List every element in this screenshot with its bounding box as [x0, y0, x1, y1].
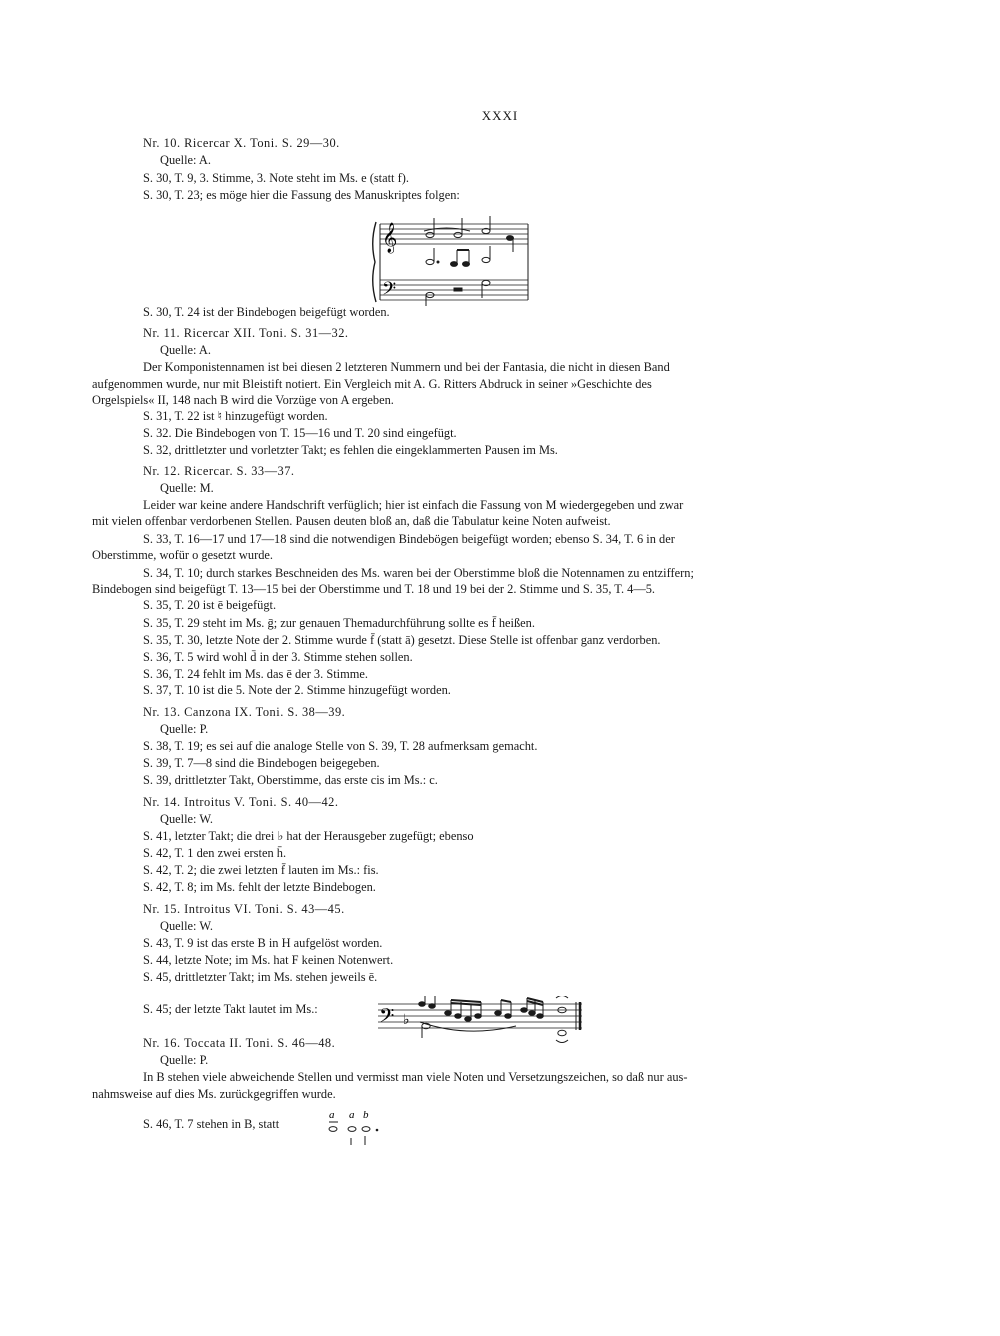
text-line-n11-head: Nr. 11. Ricercar XII. Toni. S. 31—32. — [143, 326, 349, 340]
music-example-grand-staff — [370, 214, 530, 306]
brace-icon — [373, 222, 376, 302]
text-line-n10-2: S. 30, T. 23; es möge hier die Fassung des Manuskriptes folgen: — [143, 188, 460, 202]
text-line-n12-p6: Bindebogen sind beigefügt T. 13—15 bei der Oberstimme und T. 18 und 19 bei der 2. Stimme und S. 35, T. 4—5. — [92, 582, 656, 596]
music-example-bass-staff — [376, 996, 586, 1044]
text-line-n11-2: S. 32. Die Bindebogen von T. 15—16 und T. 20 sind eingefügt. — [143, 426, 457, 440]
bass-clef-icon: 𝄢 — [379, 1004, 395, 1032]
text-line-n12-6: S. 37, T. 10 ist die 5. Note der 2. Stimme hinzugefügt worden. — [143, 683, 451, 697]
text-line-n15-1: S. 43, T. 9 ist das erste B in H aufgelöst worden. — [143, 936, 383, 950]
text-line-n12-2: S. 35, T. 29 steht im Ms. ḡ; zur genauen Themadurchführung sollte es f̄ heißen. — [143, 616, 535, 630]
text-line-n12-p5: S. 34, T. 10; durch starkes Beschneiden des Ms. waren bei der Oberstimme bloß die Notennamen zu entziffern; — [143, 566, 694, 580]
middle-notes — [426, 246, 490, 266]
page-number: XXXI — [481, 108, 519, 123]
bass-clef-icon: 𝄢 — [382, 279, 397, 304]
text-line-n16-q: Quelle: P. — [160, 1053, 209, 1067]
text-line-n10-q: Quelle: A. — [160, 153, 211, 167]
text-line-n14-head: Nr. 14. Introitus V. Toni. S. 40—42. — [143, 795, 339, 809]
text-line-n15-3: S. 45, drittletzter Takt; im Ms. stehen jeweils ē. — [143, 970, 378, 984]
note-letter-b: b — [363, 1109, 369, 1121]
text-line-n14-1: S. 41, letzter Takt; die drei ♭ hat der Herausgeber zugefügt; ebenso — [143, 829, 474, 843]
text-line-n13-1: S. 38, T. 19; es sei auf die analoge Stelle von S. 39, T. 28 aufmerksam gemacht. — [143, 739, 538, 753]
text-line-n11-p2: aufgenommen wurde, nur mit Bleistift notiert. Ein Vergleich mit A. G. Ritters Abdruck in seiner »Geschichte des — [92, 377, 652, 391]
text-line-n16-p1: In B stehen viele abweichende Stellen und vermisst man viele Noten und Versetzungszeichen, so daß nur aus- — [143, 1070, 688, 1084]
text-line-n11-p3: Orgelspiels« II, 148 nach B wird die Vorzüge von A ergeben. — [92, 393, 394, 407]
note-letter-a2: a — [349, 1109, 355, 1121]
text-line-n12-p1: Leider war keine andere Handschrift verfüglich; hier ist einfach die Fassung von M wiedergegeben und zwar — [143, 498, 684, 512]
inline-note-figure — [327, 1108, 391, 1148]
text-line-n16-1: S. 46, T. 7 stehen in B, statt — [143, 1117, 280, 1131]
text-line-n14-3: S. 42, T. 2; die zwei letzten f̄ lauten im Ms.: fis. — [143, 863, 379, 877]
text-line-n11-3: S. 32, drittletzter und vorletzter Takt; es fehlen die eingeklammerten Pausen im Ms. — [143, 443, 558, 457]
text-line-n11-p1: Der Komponistennamen ist bei diesen 2 letzteren Nummern und bei der Fantasia, die nicht in diesen Band — [143, 360, 670, 374]
text-line-n14-q: Quelle: W. — [160, 812, 213, 826]
text-line-n10-3: S. 30, T. 24 ist der Bindebogen beigefügt worden. — [143, 305, 390, 319]
text-line-n16-p2: nahmsweise auf dies Ms. zurückgegriffen wurde. — [92, 1087, 336, 1101]
bass-notes — [426, 280, 490, 306]
text-line-n12-p2: mit vielen offenbar verdorbenen Stellen. Pausen deuten bloß an, daß die Tabulatur keine Noten aufweist. — [92, 514, 611, 528]
text-line-n13-q: Quelle: P. — [160, 722, 209, 736]
text-line-n14-4: S. 42, T. 8; im Ms. fehlt der letzte Bindebogen. — [143, 880, 376, 894]
text-line-n10-head: Nr. 10. Ricercar X. Toni. S. 29—30. — [143, 136, 340, 150]
text-line-n10-1: S. 30, T. 9, 3. Stimme, 3. Note steht im Ms. e (statt f). — [143, 171, 409, 185]
note-run — [419, 996, 568, 1043]
text-line-n12-4: S. 36, T. 5 wird wohl d̄ in der 3. Stimme stehen sollen. — [143, 650, 413, 664]
text-line-n15-head: Nr. 15. Introitus VI. Toni. S. 43—45. — [143, 902, 345, 916]
text-line-n11-1: S. 31, T. 22 ist ♮ hinzugefügt worden. — [143, 409, 328, 423]
text-line-n13-3: S. 39, drittletzter Takt, Oberstimme, das erste cis im Ms.: c. — [143, 773, 438, 787]
note-letter-a1: a — [329, 1109, 335, 1121]
text-line-n14-2: S. 42, T. 1 den zwei ersten h̄. — [143, 846, 287, 860]
text-line-n15-2: S. 44, letzte Note; im Ms. hat F keinen Notenwert. — [143, 953, 394, 967]
text-line-n12-p3: S. 33, T. 16—17 und 17—18 sind die notwendigen Bindebögen beigefügt worden; ebenso S. 34, T. 6 in der — [143, 532, 675, 546]
treble-clef-icon: 𝄞 — [382, 223, 398, 253]
text-line-n11-q: Quelle: A. — [160, 343, 211, 357]
text-line-n12-q: Quelle: M. — [160, 481, 214, 495]
text-line-n12-p4: Oberstimme, wofür o gesetzt wurde. — [92, 548, 273, 562]
text-line-n12-5: S. 36, T. 24 fehlt im Ms. das ē der 3. Stimme. — [143, 667, 368, 681]
flat-icon: ♭ — [403, 1012, 410, 1028]
text-line-n12-3: S. 35, T. 30, letzte Note der 2. Stimme wurde f̄ (statt ā) gesetzt. Diese Stelle ist offenbar ganz verdorben. — [143, 633, 661, 647]
text-line-n12-1: S. 35, T. 20 ist ē beigefügt. — [143, 598, 277, 612]
text-line-n12-head: Nr. 12. Ricercar. S. 33—37. — [143, 464, 295, 478]
text-line-n15-q: Quelle: W. — [160, 919, 213, 933]
text-line-n16-head: Nr. 16. Toccata II. Toni. S. 46—48. — [143, 1036, 336, 1050]
text-line-n13-head: Nr. 13. Canzona IX. Toni. S. 38—39. — [143, 705, 346, 719]
text-line-n15-4: S. 45; der letzte Takt lautet im Ms.: — [143, 1002, 318, 1016]
text-line-n13-2: S. 39, T. 7—8 sind die Bindebogen beigegeben. — [143, 756, 380, 770]
